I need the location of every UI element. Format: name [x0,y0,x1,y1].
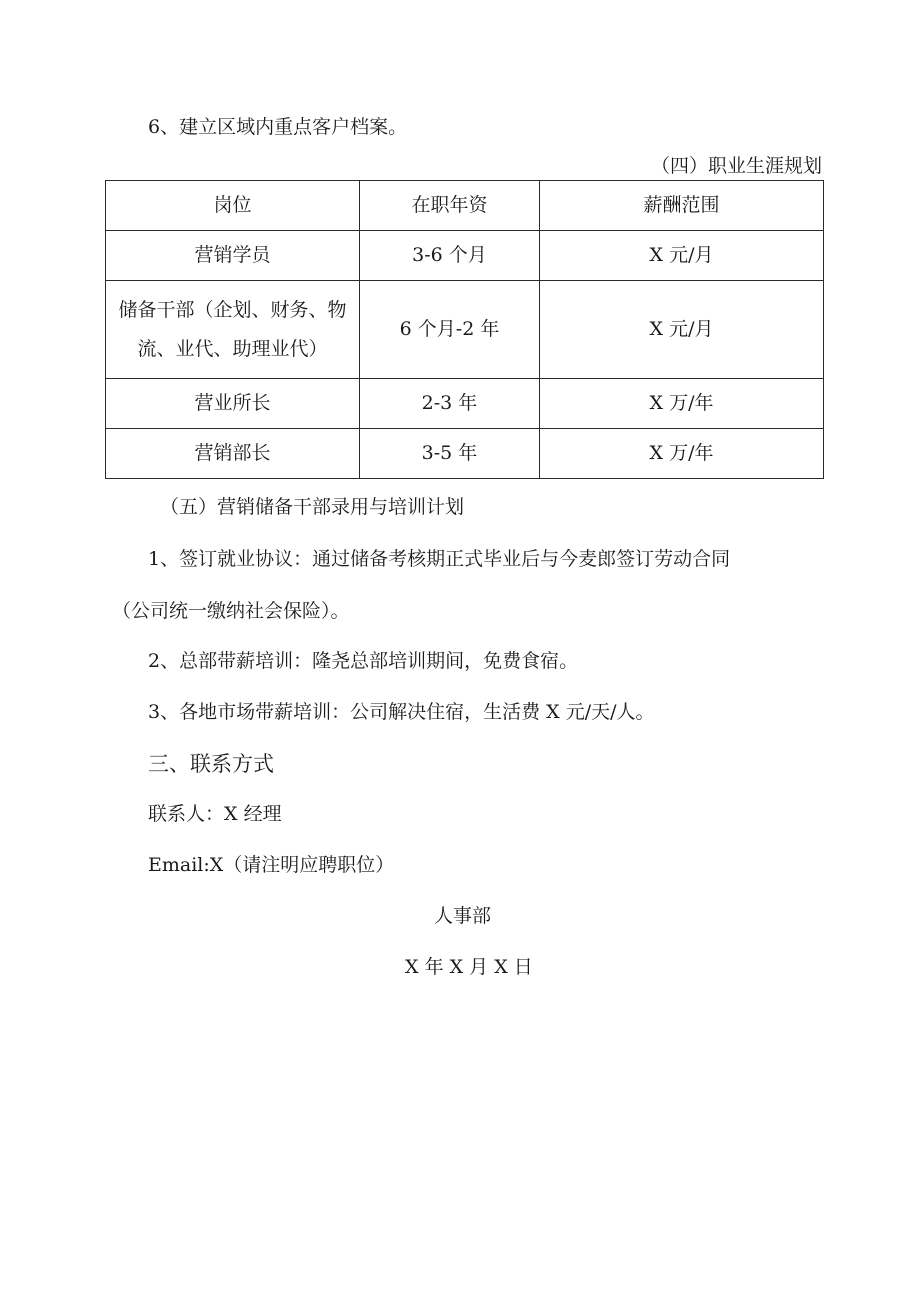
column-header-position: 岗位 [106,181,360,231]
cell-tenure: 3-6 个月 [360,231,540,281]
list-item-6: 6、建立区域内重点客户档案。 [148,116,408,138]
cell-tenure: 2-3 年 [360,379,540,429]
column-header-salary: 薪酬范围 [540,181,824,231]
table-row [106,281,824,379]
table-row [106,429,824,479]
table-row [106,231,824,281]
career-table [105,180,824,479]
cell-position [106,429,360,479]
cell-salary: X 元/月 [540,281,824,379]
plan-item-1: 1、签订就业协议：通过储备考核期正式毕业后与今麦郎签订劳动合同 [148,548,731,570]
cell-position-text: 营销部长 [194,442,271,465]
cell-position [106,281,360,379]
contact-heading: 三、联系方式 [148,752,274,776]
signature-date: X 年 X 月 X 日 [405,956,533,978]
cell-tenure: 6 个月-2 年 [360,281,540,379]
contact-person: 联系人：X 经理 [148,803,282,825]
cell-position-text: 营业所长 [194,392,271,415]
plan-item-2: 2、总部带薪培训：隆尧总部培训期间，免费食宿。 [148,650,579,672]
cell-position-text: 营销学员 [194,244,271,267]
plan-item-3: 3、各地市场带薪培训：公司解决住宿，生活费 X 元/天/人。 [148,701,655,723]
section-heading-career: （四）职业生涯规划 [650,155,822,177]
cell-salary: X 万/年 [540,379,824,429]
contact-email: Email:X（请注明应聘职位） [148,854,395,876]
cell-salary: X 万/年 [540,429,824,479]
cell-position [106,379,360,429]
cell-position-text: 流、业代、助理业代） [137,337,328,360]
table-header-row [106,181,824,231]
cell-tenure: 3-5 年 [360,429,540,479]
cell-position [106,231,360,281]
signature-department: 人事部 [434,905,492,927]
cell-position-text: 储备干部（企划、财务、物 [118,298,347,321]
section-heading-plan: （五）营销储备干部录用与培训计划 [160,496,465,518]
plan-item-1-continued: （公司统一缴纳社会保险）。 [112,600,350,622]
column-header-tenure: 在职年资 [360,181,540,231]
table-row [106,379,824,429]
cell-salary: X 元/月 [540,231,824,281]
